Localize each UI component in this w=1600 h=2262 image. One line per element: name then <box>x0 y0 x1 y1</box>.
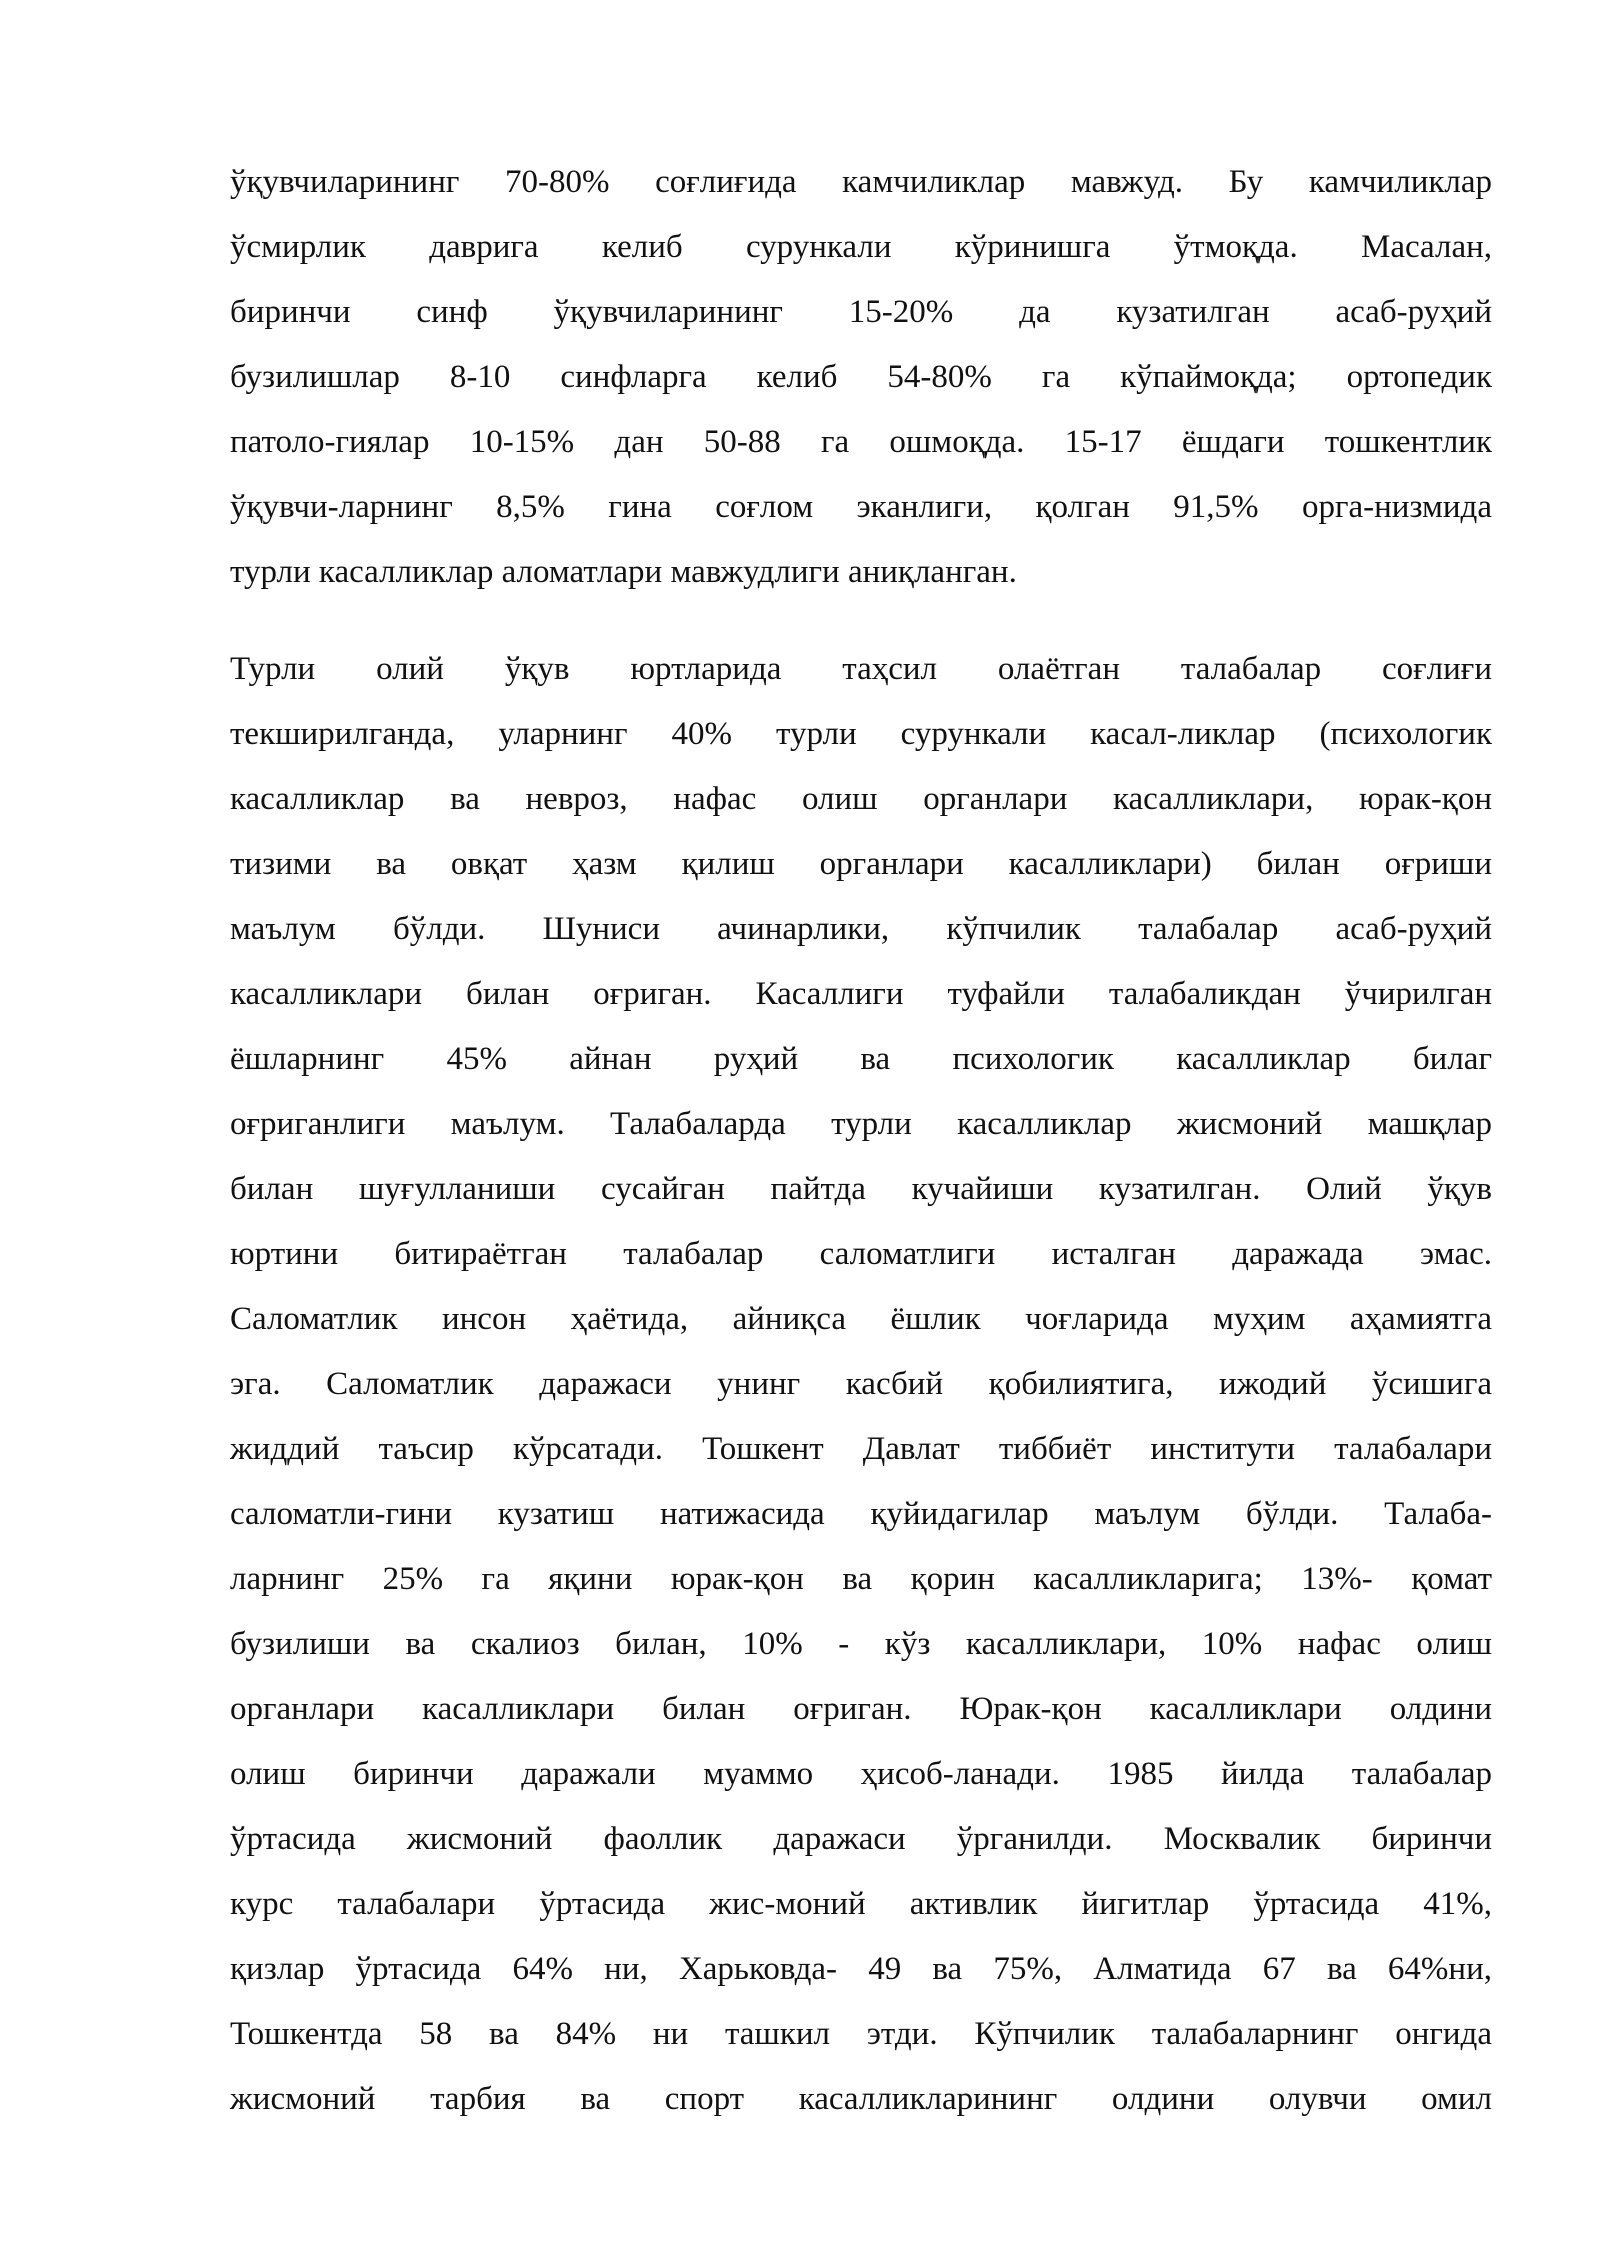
paragraph-spacer <box>230 605 1492 637</box>
paragraph-line: олиш биринчи даражали муаммо ҳисоб-ланади. 1985 йилда талабалар <box>230 1756 1492 1792</box>
paragraph-1 <box>230 150 1492 605</box>
paragraph-line: касалликлари билан оғриган. Касаллиги туфайли талабаликдан ўчирилган <box>230 976 1492 1012</box>
paragraph-line: бузилишлар 8-10 синфларга келиб 54-80% га кўпаймоқда; ортопедик <box>230 359 1492 395</box>
paragraph-line: ларнинг 25% га яқини юрак-қон ва қорин касалликларига; 13%- қомат <box>230 1561 1492 1597</box>
paragraph-line: Тошкентда 58 ва 84% ни ташкил этди. Кўпчилик талабаларнинг онгида <box>230 2016 1492 2052</box>
paragraph-line: маълум бўлди. Шуниси ачинарлики, кўпчилик талабалар асаб-руҳий <box>230 911 1492 947</box>
paragraph-line: эга. Саломатлик даражаси унинг касбий қобилиятига, ижодий ўсишига <box>230 1366 1492 1402</box>
paragraph-line: қизлар ўртасида 64% ни, Харьковда- 49 ва 75%, Алматида 67 ва 64%ни, <box>230 1951 1492 1987</box>
paragraph-line: ўртасида жисмоний фаоллик даражаси ўрганилди. Москвалик биринчи <box>230 1821 1492 1857</box>
paragraph-line: турли касалликлар аломатлари мавжудлиги аниқланган. <box>230 554 1017 590</box>
paragraph-line: ўқувчи-ларнинг 8,5% гина соғлом эканлиги, қолган 91,5% орга-низмида <box>230 489 1492 525</box>
paragraph-line: органлари касалликлари билан оғриган. Юрак-қон касалликлари олдини <box>230 1691 1492 1727</box>
paragraph-line: текширилганда, уларнинг 40% турли сурункали касал-ликлар (психологик <box>230 716 1492 752</box>
paragraph-line: ўқувчиларининг 70-80% соғлиғида камчиликлар мавжуд. Бу камчиликлар <box>230 164 1492 200</box>
paragraph-line: тизими ва овқат ҳазм қилиш органлари касалликлари) билан оғриши <box>230 846 1492 882</box>
paragraph-line: юртини битираётган талабалар саломатлиги исталган даражада эмас. <box>230 1236 1492 1272</box>
paragraph-line: патоло-гиялар 10-15% дан 50-88 га ошмоқда. 15-17 ёшдаги тошкентлик <box>230 424 1492 460</box>
paragraph-line: саломатли-гини кузатиш натижасида қуйидагилар маълум бўлди. Талаба- <box>230 1496 1492 1532</box>
paragraph-line: биринчи синф ўқувчиларининг 15-20% да кузатилган асаб-руҳий <box>230 294 1492 330</box>
paragraph-line: ўсмирлик даврига келиб сурункали кўринишга ўтмоқда. Масалан, <box>230 229 1492 265</box>
paragraph-line: Саломатлик инсон ҳаётида, айниқса ёшлик чоғларида муҳим аҳамиятга <box>230 1301 1492 1337</box>
paragraph-line: бузилиши ва скалиоз билан, 10% - кўз касалликлари, 10% нафас олиш <box>230 1626 1492 1662</box>
paragraph-line: жиддий таъсир кўрсатади. Тошкент Давлат тиббиёт институти талабалари <box>230 1431 1492 1467</box>
paragraph-line: Турли олий ўқув юртларида таҳсил олаётган талабалар соғлиғи <box>230 651 1492 687</box>
paragraph-line: курс талабалари ўртасида жис-моний активлик йигитлар ўртасида 41%, <box>230 1886 1492 1922</box>
paragraph-2 <box>230 637 1492 2132</box>
paragraph-line: оғриганлиги маълум. Талабаларда турли касалликлар жисмоний машқлар <box>230 1106 1492 1142</box>
paragraph-line: ёшларнинг 45% айнан руҳий ва психологик касалликлар билаг <box>230 1041 1492 1077</box>
paragraph-line: касалликлар ва невроз, нафас олиш органлари касалликлари, юрак-қон <box>230 781 1492 817</box>
document-body <box>230 150 1492 2132</box>
paragraph-line: жисмоний тарбия ва спорт касалликларининг олдини олувчи омил <box>230 2081 1492 2117</box>
paragraph-line: билан шуғулланиши сусайган пайтда кучайиши кузатилган. Олий ўқув <box>230 1171 1492 1207</box>
